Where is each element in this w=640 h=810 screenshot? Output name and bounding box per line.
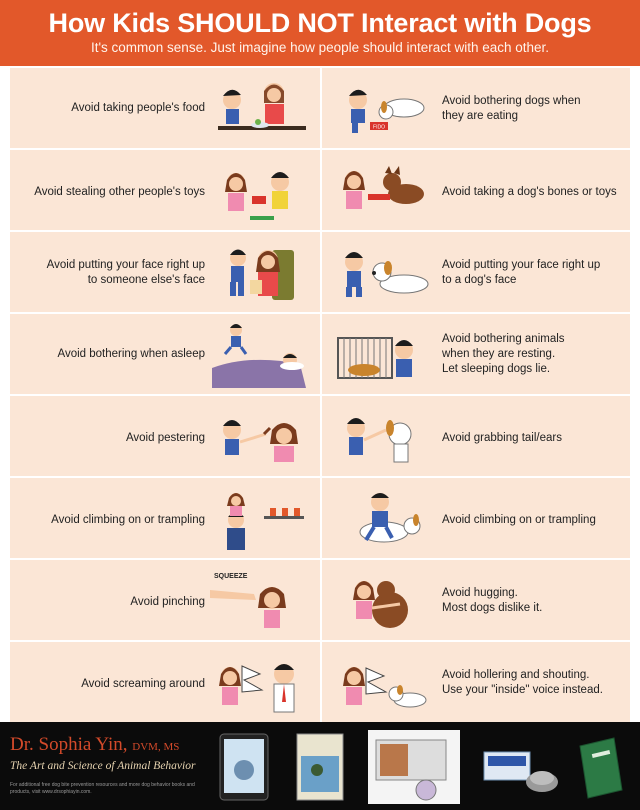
grid-row-toys — [10, 148, 630, 230]
grid-row-climbing — [10, 476, 630, 558]
caption-line: to someone else's face — [87, 274, 205, 286]
kid-pulling-hair-illustration — [210, 404, 310, 472]
cell-people-screaming — [10, 642, 320, 722]
header-banner — [0, 0, 640, 66]
cell-caption — [442, 668, 627, 698]
grid-row-screaming — [10, 640, 630, 722]
caption-line: to a dog's face — [442, 274, 517, 286]
caption-line: Most dogs dislike it. — [442, 602, 543, 614]
grid-row-pinching — [10, 558, 630, 640]
caption-line: Let sleeping dogs lie. — [442, 363, 551, 375]
cell-dog-face — [322, 232, 630, 312]
caption-line: Use your "inside" voice instead. — [442, 684, 603, 696]
caption-line: Avoid bothering dogs when — [442, 95, 581, 107]
training-kit-product-image[interactable] — [480, 730, 562, 804]
cell-people-toys — [10, 150, 320, 230]
caption-line: Avoid putting your face right up — [442, 259, 601, 271]
page-subtitle: It's common sense. Just imagine how people should interact with each other. — [90, 40, 550, 55]
caption-line: Avoid taking a dog's bones or toys — [442, 186, 617, 198]
author-name-text: Dr. Sophia Yin, — [10, 734, 128, 755]
page-title: How Kids SHOULD NOT Interact with Dogs — [48, 8, 592, 38]
tablet-product-image[interactable] — [218, 730, 270, 804]
kid-screaming-at-man-illustration — [210, 650, 310, 718]
kid-climbing-on-man-illustration — [210, 486, 310, 554]
kid-riding-dog-illustration — [334, 486, 434, 554]
cell-dog-hugging — [322, 560, 630, 640]
grid-row-pestering — [10, 394, 630, 476]
kid-grabbing-dog-ears-illustration — [334, 404, 434, 472]
caption-line: they are eating — [442, 110, 519, 122]
footer-bar — [0, 722, 640, 810]
book-product-image[interactable] — [295, 730, 345, 804]
cell-caption — [15, 513, 205, 528]
caption-line: Avoid pinching — [130, 596, 205, 608]
caption-line: Avoid screaming around — [81, 678, 205, 690]
pinching-cheek-illustration — [210, 568, 310, 636]
kids-fighting-over-toy-illustration — [210, 158, 310, 226]
cell-people-face — [10, 232, 320, 312]
kid-at-dog-crate-illustration — [334, 322, 434, 390]
caption-line: Avoid bothering when asleep — [57, 348, 205, 360]
kid-jumping-on-bed-illustration — [210, 322, 310, 390]
dvd-set-product-image[interactable] — [368, 730, 460, 804]
grid-row-face — [10, 230, 630, 312]
caption-line: Avoid taking people's food — [71, 102, 205, 114]
cell-dog-screaming — [322, 642, 630, 722]
cell-caption — [15, 431, 205, 446]
cell-dog-asleep — [322, 314, 630, 394]
caption-line: Avoid hugging. — [442, 587, 518, 599]
cell-caption — [15, 595, 205, 610]
caption-line: Avoid pestering — [125, 432, 205, 444]
caption-line: Avoid climbing on or trampling — [442, 514, 596, 526]
cell-dog-pestering — [322, 396, 630, 476]
cell-people-pinching — [10, 560, 320, 640]
caption-line: Avoid grabbing tail/ears — [442, 432, 562, 444]
cell-caption — [15, 258, 205, 288]
cell-caption — [15, 101, 205, 116]
author-credentials: DVM, MS — [132, 741, 180, 753]
kid-hugging-dog-illustration — [334, 568, 434, 636]
cell-caption — [442, 586, 627, 616]
cell-people-pestering — [10, 396, 320, 476]
cell-caption — [442, 94, 627, 124]
cell-people-asleep — [10, 314, 320, 394]
kid-in-face-illustration — [210, 240, 310, 308]
caption-line: Avoid hollering and shouting. — [442, 669, 590, 681]
author-tagline: The Art and Science of Animal Behavior — [10, 760, 196, 772]
grid-row-asleep — [10, 312, 630, 394]
cell-dog-toys — [322, 150, 630, 230]
caption-line: when they are resting. — [442, 348, 556, 360]
cell-caption — [442, 513, 627, 528]
cell-caption — [15, 347, 205, 362]
cell-people-food — [10, 68, 320, 148]
cell-caption — [15, 185, 205, 200]
caption-line: Avoid climbing on or trampling — [51, 514, 205, 526]
comparison-grid — [10, 66, 630, 722]
kid-grabbing-food-illustration — [210, 76, 310, 144]
kid-face-to-dog-illustration — [334, 240, 434, 308]
squeeze-sound-label: SQUEEZE — [214, 573, 248, 580]
caption-line: Avoid bothering animals — [442, 333, 565, 345]
grid-row-food — [10, 66, 630, 148]
cell-caption — [442, 431, 627, 446]
kid-bothering-eating-dog-illustration — [334, 76, 434, 144]
footer-fine-print: For additional free dog bite prevention resources and more dog behavior books and products, visit www.drsophiayin.com. — [10, 782, 195, 795]
cell-caption — [442, 332, 627, 377]
caption-line: Avoid putting your face right up — [46, 259, 205, 271]
cell-people-climbing — [10, 478, 320, 558]
cell-caption — [442, 185, 627, 200]
dog-bowl-label: FIDO — [373, 124, 385, 131]
kid-taking-dog-toy-illustration — [334, 158, 434, 226]
caption-line: Avoid stealing other people's toys — [34, 186, 205, 198]
author-name[interactable] — [10, 734, 179, 756]
cell-caption — [442, 258, 627, 288]
cell-dog-climbing — [322, 478, 630, 558]
kid-yelling-at-dog-illustration — [334, 650, 434, 718]
cell-dog-food — [322, 68, 630, 148]
cell-caption — [15, 677, 205, 692]
green-book-product-image[interactable] — [574, 730, 626, 804]
